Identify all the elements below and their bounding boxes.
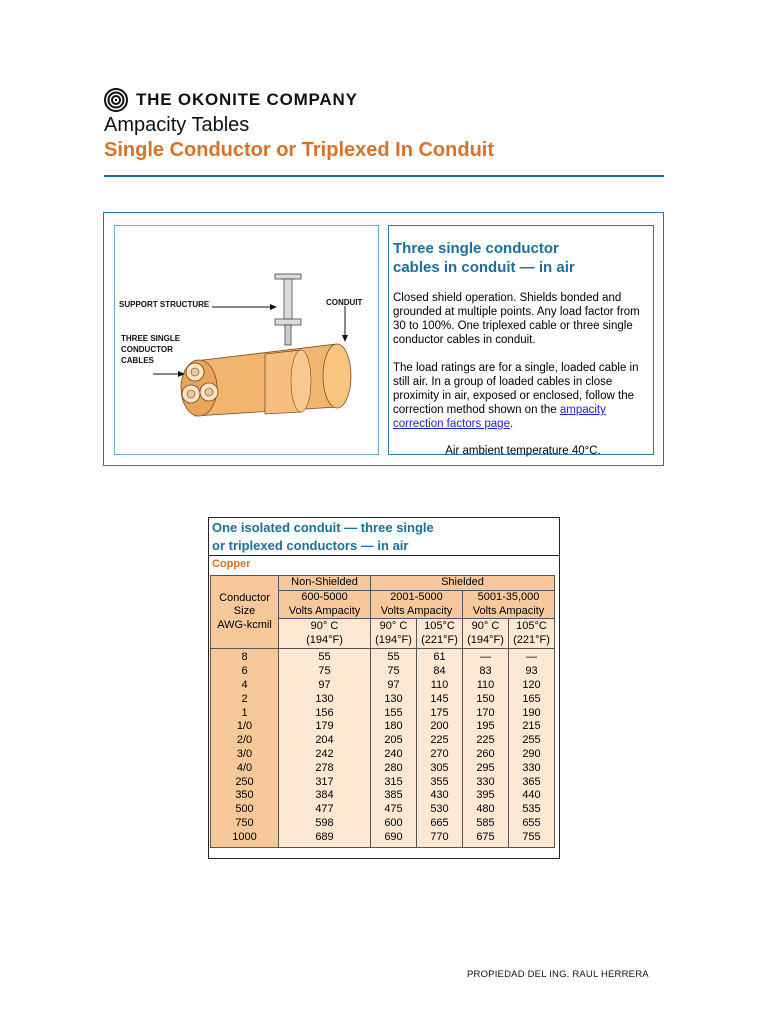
ns-90-column: [279, 649, 371, 847]
ns-90-value: 278: [315, 761, 334, 774]
s2-105-value: 655: [522, 816, 541, 829]
s2-105-value: —: [526, 651, 537, 664]
paragraph-2-end: .: [509, 418, 514, 430]
cables-label-line2: CONDUCTOR: [121, 345, 173, 354]
s1-105-value: 665: [430, 816, 449, 829]
s1-90-value: 240: [384, 747, 403, 760]
ns-90-value: 130: [315, 692, 334, 705]
s1-voltage-range: 2001-5000: [390, 590, 443, 603]
size-value: 750: [235, 816, 254, 829]
s1-105-value: 61: [433, 651, 446, 664]
s2-90-value: 110: [476, 678, 495, 691]
s1-90-value: 600: [384, 816, 403, 829]
support-structure-label: SUPPORT STRUCTURE: [119, 300, 210, 309]
size-value: 4/0: [236, 761, 253, 774]
size-value: 500: [235, 803, 254, 816]
s2-105-column: [509, 649, 555, 847]
size-value: 1: [241, 706, 248, 719]
s1-105-value: 355: [430, 775, 449, 788]
temp-c: 90° C: [310, 620, 339, 633]
okonite-logo-icon: [104, 88, 128, 112]
s1-105-value: 225: [430, 734, 449, 747]
s2-105-value: 255: [522, 734, 541, 747]
s1-105-value: 175: [430, 706, 449, 719]
conduit-diagram: [114, 225, 379, 455]
s2-90-value: —: [480, 651, 491, 664]
ns-voltage-unit: Volts Ampacity: [288, 604, 361, 617]
s1-105-value: 84: [433, 665, 446, 678]
cables-label-line3: CABLES: [121, 356, 154, 365]
description-paragraph-1: Closed shield operation. Shields bonded and grounded at multiple points. Any load factor from 30 to 100%. One triplexed cable or three single conductor cables in conduit.: [393, 292, 640, 346]
ns-90-value: 598: [315, 816, 334, 829]
footer-note: PROPIEDAD DEL ING. RAUL HERRERA: [467, 969, 649, 980]
ns-90-value: 179: [315, 720, 334, 733]
material-label: Copper: [212, 558, 251, 570]
s1-90-value: 205: [384, 734, 403, 747]
size-value: 6: [241, 665, 248, 678]
s2-90-value: 675: [476, 830, 495, 843]
s1-temp-105: [417, 619, 463, 649]
s2-105-value: 290: [522, 747, 541, 760]
s1-voltage-header: [371, 590, 463, 619]
s1-90-value: 55: [387, 651, 400, 664]
s2-105-value: 120: [522, 678, 541, 691]
s1-90-value: 155: [384, 706, 403, 719]
s1-90-column: [371, 649, 417, 847]
page-subtitle: Single Conductor or Triplexed In Conduit: [104, 139, 494, 161]
s2-voltage-header: [463, 590, 555, 619]
temp-c: 105°C: [424, 620, 455, 633]
ns-90-value: 75: [318, 665, 331, 678]
s1-90-value: 690: [384, 830, 403, 843]
description-heading: [393, 239, 653, 277]
table-heading-line1: One isolated conduit — three single: [212, 520, 434, 535]
s2-90-value: 330: [476, 775, 495, 788]
company-name: THE OKONITE COMPANY: [136, 90, 358, 109]
paragraph-2-text: The load ratings are for a single, loaded cable in still air. In a group of loaded cables in close proximity in air, exposed or enclosed, follow the correction method shown on the: [393, 362, 639, 416]
s1-90-value: 385: [384, 789, 403, 802]
s2-90-value: 395: [476, 789, 495, 802]
ns-90-value: 55: [318, 651, 331, 664]
s2-90-value: 260: [476, 747, 495, 760]
s2-105-value: 165: [522, 692, 541, 705]
size-value: 250: [235, 775, 254, 788]
temp-c: 90° C: [471, 620, 500, 633]
s1-90-value: 280: [384, 761, 403, 774]
s2-90-value: 225: [476, 734, 495, 747]
ampacity-table-panel: [208, 517, 560, 859]
ambient-temperature: Air ambient temperature 40°C.: [445, 445, 601, 457]
description-paragraph-2: [393, 361, 653, 431]
ns-voltage-range: 600-5000: [301, 590, 348, 603]
s2-105-value: 535: [522, 803, 541, 816]
size-value: 1/0: [236, 720, 253, 733]
s2-90-column: [463, 649, 509, 847]
s1-90-value: 97: [387, 678, 400, 691]
ns-voltage-header: [279, 590, 371, 619]
s2-105-value: 330: [522, 761, 541, 774]
s2-90-value: 480: [476, 803, 495, 816]
ns-90-value: 689: [315, 830, 334, 843]
s1-90-value: 180: [384, 720, 403, 733]
header-divider: [104, 175, 664, 177]
temp-f: (221°F): [421, 633, 458, 646]
size-value: 3/0: [236, 747, 253, 760]
size-value: 4: [241, 678, 248, 691]
description-heading-line2: cables in conduit — in air: [393, 259, 575, 276]
cables-label-line1: THREE SINGLE: [121, 334, 181, 343]
size-value: 2: [241, 692, 248, 705]
temp-f: (194°F): [306, 633, 343, 646]
s2-90-value: 585: [476, 816, 495, 829]
s1-90-value: 75: [387, 665, 400, 678]
table-body-row: [211, 649, 555, 847]
ns-90-value: 242: [315, 747, 334, 760]
s1-105-value: 530: [430, 803, 449, 816]
s2-90-value: 170: [476, 706, 495, 719]
description-heading-line1: Three single conductor: [393, 240, 559, 257]
s1-105-value: 110: [430, 678, 449, 691]
temp-c: 90° C: [379, 620, 408, 633]
conduit-label: CONDUIT: [326, 298, 363, 307]
ns-90-value: 204: [315, 734, 334, 747]
size-header-line1: Conductor: [219, 591, 270, 604]
s2-90-value: 150: [476, 692, 495, 705]
correction-factors-link[interactable]: ampacity correction factors page: [393, 404, 606, 430]
page-title: Ampacity Tables: [104, 114, 250, 136]
s1-105-value: 270: [430, 747, 449, 760]
temp-f: (221°F): [513, 633, 550, 646]
s2-voltage-unit: Volts Ampacity: [472, 604, 545, 617]
s1-105-value: 145: [430, 692, 449, 705]
ns-90-value: 477: [315, 803, 334, 816]
shielded-header: Shielded: [371, 576, 555, 591]
s2-105-value: 440: [522, 789, 541, 802]
s2-temp-90: [463, 619, 509, 649]
size-header-line3: AWG-kcmil: [217, 619, 272, 632]
nonshielded-header: Non-Shielded: [279, 576, 371, 591]
size-header-line2: Size: [233, 605, 256, 618]
s1-105-value: 430: [430, 789, 449, 802]
temp-c: 105°C: [516, 620, 547, 633]
info-panel: [103, 212, 664, 466]
s2-105-value: 755: [522, 830, 541, 843]
ns-90-value: 156: [315, 706, 334, 719]
description-panel: [388, 225, 654, 455]
s2-voltage-range: 5001-35,000: [477, 590, 540, 603]
table-heading-line2: or triplexed conductors — in air: [212, 538, 409, 553]
s2-90-value: 83: [479, 665, 492, 678]
s1-105-value: 770: [430, 830, 449, 843]
size-value: 1000: [232, 830, 257, 843]
table-heading: [209, 518, 559, 556]
size-header: [211, 576, 279, 649]
s2-temp-105: [509, 619, 555, 649]
s1-105-value: 305: [430, 761, 449, 774]
s1-90-value: 315: [384, 775, 403, 788]
size-column: [211, 649, 279, 847]
ampacity-table: [210, 575, 555, 848]
s2-90-value: 195: [476, 720, 495, 733]
company-logo: [104, 88, 358, 112]
s1-105-value: 200: [430, 720, 449, 733]
ns-90-value: 97: [318, 678, 331, 691]
s1-voltage-unit: Volts Ampacity: [380, 604, 453, 617]
ns-90-value: 384: [315, 789, 334, 802]
s2-105-value: 93: [525, 665, 538, 678]
ns-90-value: 317: [315, 775, 334, 788]
s2-90-value: 295: [476, 761, 495, 774]
s1-90-value: 130: [384, 692, 403, 705]
size-value: 2/0: [236, 734, 253, 747]
ns-temp-90: [279, 619, 371, 649]
s2-105-value: 215: [522, 720, 541, 733]
temp-f: (194°F): [375, 633, 412, 646]
s1-90-value: 475: [384, 803, 403, 816]
s1-105-column: [417, 649, 463, 847]
s1-temp-90: [371, 619, 417, 649]
size-value: 8: [241, 651, 248, 664]
s2-105-value: 365: [522, 775, 541, 788]
s2-105-value: 190: [522, 706, 541, 719]
temp-f: (194°F): [467, 633, 504, 646]
size-value: 350: [235, 789, 254, 802]
